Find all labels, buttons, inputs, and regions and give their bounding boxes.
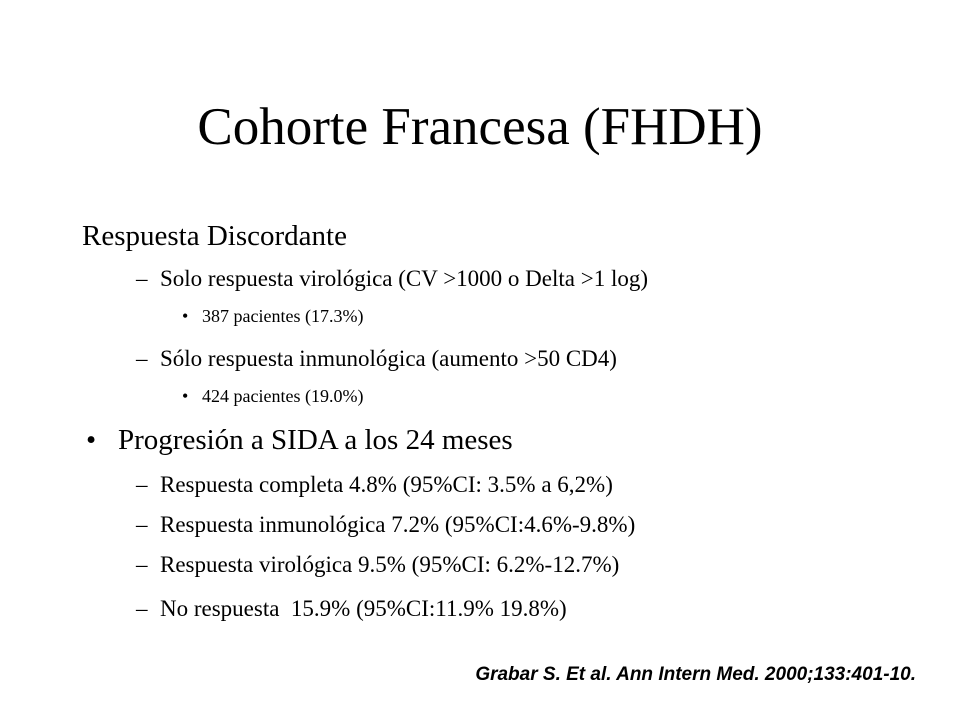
citation: Grabar S. Et al. Ann Intern Med. 2000;133:401-10. [475,664,916,685]
bullet-marker: • [86,424,97,456]
bullet-marker: • [182,306,189,326]
list-item-respuesta-completa: Respuesta completa 4.8% (95%CI: 3.5% a 6,2%) [160,472,613,497]
bullet-marker: • [182,386,189,406]
dash-marker: – [136,596,148,621]
dash-marker: – [136,512,148,537]
sub-item-virologica: Solo respuesta virológica (CV >1000 o Delta >1 log) [160,266,648,291]
detail-inmunologica: 424 pacientes (19.0%) [202,386,364,406]
heading-progresion-sida: Progresión a SIDA a los 24 meses [118,424,513,456]
dash-marker: – [136,346,148,371]
sub-item-inmunologica: Sólo respuesta inmunológica (aumento >50 CD4) [160,346,617,371]
slide-title: Cohorte Francesa (FHDH) [197,98,763,156]
list-item-no-respuesta: No respuesta 15.9% (95%CI:11.9% 19.8%) [160,596,567,621]
list-item-respuesta-inmunologica: Respuesta inmunológica 7.2% (95%CI:4.6%-9.8%) [160,512,636,537]
detail-virologica: 387 pacientes (17.3%) [202,306,364,326]
list-item-respuesta-virologica: Respuesta virológica 9.5% (95%CI: 6.2%-12.7%) [160,552,620,577]
dash-marker: – [136,552,148,577]
dash-marker: – [136,266,148,291]
heading-respuesta-discordante: Respuesta Discordante [82,220,347,252]
dash-marker: – [136,472,148,497]
